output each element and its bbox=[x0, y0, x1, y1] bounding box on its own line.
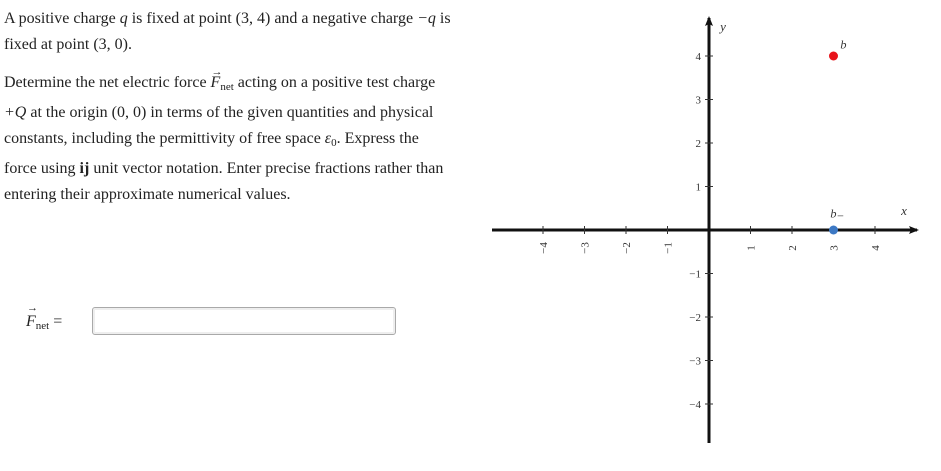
unit-vector-notation: ij bbox=[79, 160, 90, 177]
y-tick-label: −3 bbox=[689, 355, 701, 368]
problem-text: unit vector notation. Enter precise fractions rather than entering their approximate numerical values. bbox=[4, 160, 444, 203]
x-tick-label: −4 bbox=[538, 242, 550, 254]
y-tick-label: −2 bbox=[689, 312, 701, 324]
problem-text: in terms of the given quantities and physical constants, including the permittivity of free space bbox=[4, 104, 434, 147]
problem-text: at the origin bbox=[26, 104, 112, 121]
positive-charge-label: q bbox=[840, 40, 847, 54]
force-subscript: net bbox=[220, 81, 234, 93]
negative-charge-label: −q bbox=[830, 209, 845, 223]
charges bbox=[829, 40, 847, 235]
x-tick-label: 3 bbox=[828, 245, 841, 251]
y-tick-label: −1 bbox=[689, 268, 701, 281]
point-coordinates: (3, 0). bbox=[93, 36, 132, 53]
x-tick-label: 4 bbox=[870, 245, 882, 251]
x-tick-label: −2 bbox=[621, 242, 633, 254]
problem-text: and a negative charge bbox=[270, 10, 418, 27]
y-tick-label: 4 bbox=[695, 51, 701, 63]
problem-text: acting on a positive test charge bbox=[233, 74, 436, 91]
point-coordinates: (3, 4) bbox=[235, 10, 271, 27]
origin-coordinates: (0, 0) bbox=[111, 104, 147, 121]
answer-force-subscript: net bbox=[35, 320, 50, 332]
y-axis-label: y bbox=[720, 19, 726, 34]
y-tick-label: 3 bbox=[695, 94, 701, 107]
y-tick-label: −4 bbox=[689, 399, 701, 411]
negative-charge-point bbox=[829, 226, 838, 235]
problem-text: A positive charge bbox=[4, 10, 120, 27]
force-vector-symbol: → F bbox=[211, 70, 221, 96]
positive-charge-point bbox=[829, 52, 838, 61]
x-tick-label: 2 bbox=[787, 245, 799, 251]
epsilon-symbol: ε bbox=[324, 130, 332, 147]
problem-text: is fixed at point bbox=[4, 10, 451, 53]
axes bbox=[492, 18, 917, 443]
answer-force-symbol: → F bbox=[26, 313, 36, 331]
y-tick-label: 2 bbox=[695, 138, 701, 150]
problem-text: is fixed at point bbox=[127, 10, 236, 27]
charge-symbol: q bbox=[119, 10, 128, 27]
x-axis-label: x bbox=[901, 203, 907, 218]
x-tick-label: −3 bbox=[579, 242, 592, 254]
epsilon-subscript: 0 bbox=[331, 137, 337, 149]
answer-equals: = bbox=[49, 313, 63, 330]
charge-symbol: −q bbox=[417, 10, 436, 27]
x-tick-label: 1 bbox=[745, 245, 758, 251]
problem-text: Determine the net electric force bbox=[4, 74, 211, 91]
x-tick-label: −1 bbox=[662, 242, 675, 254]
test-charge-symbol: +Q bbox=[4, 104, 27, 121]
y-tick-label: 1 bbox=[695, 181, 701, 194]
problem-text: . Express the force using bbox=[4, 130, 419, 177]
